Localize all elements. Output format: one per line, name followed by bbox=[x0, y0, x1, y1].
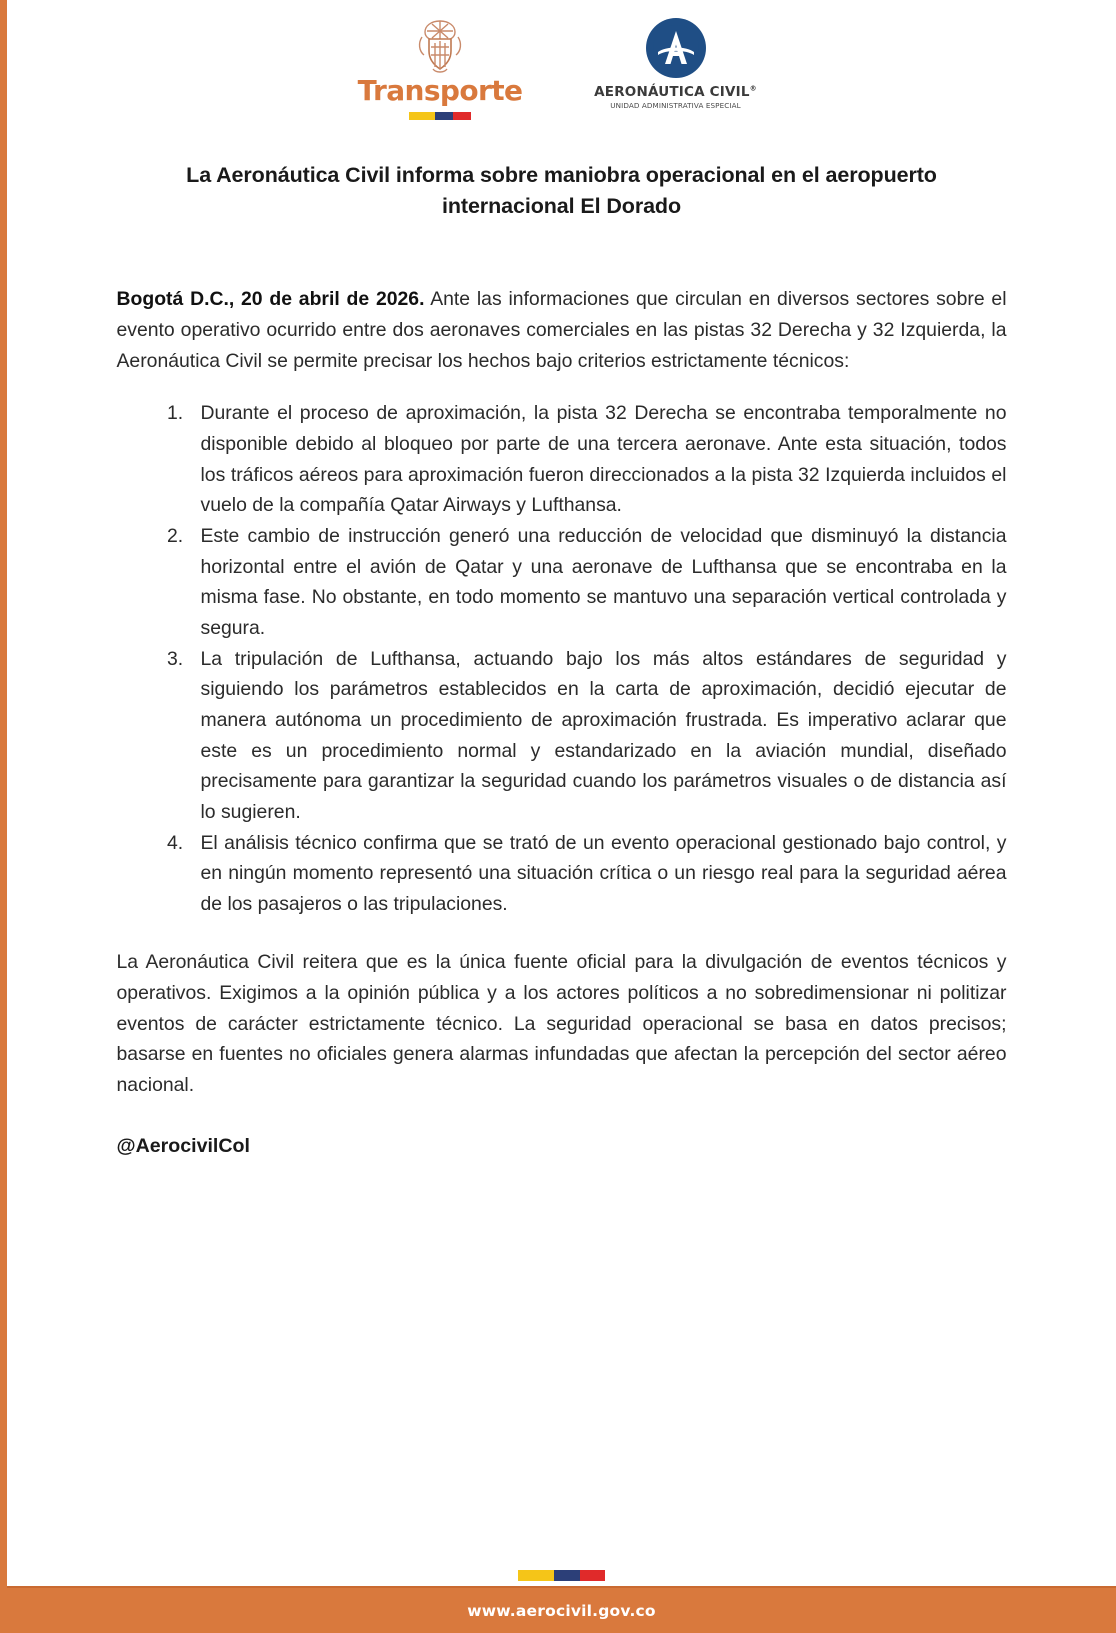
document-body bbox=[117, 284, 1007, 1161]
registered-mark-icon: ® bbox=[749, 84, 757, 93]
dateline: Bogotá D.C., 20 de abril de 2026. bbox=[116, 288, 425, 311]
closing-paragraph: La Aeronáutica Civil reitera que es la única fuente oficial para la divulgación de eventos técnicos y operativos. Exigimos a la opinión pública y a los actores políticos a no sobredimensionar ni politizar eventos de carácter estrictamente técnico. La seguridad operacional se basa en datos precisos; basarse en fuentes no oficiales genera alarmas infundadas que afectan la percepción del sector aéreo nacional. bbox=[116, 951, 1007, 1097]
logo-aerocivil-subtitle: UNIDAD ADMINISTRATIVA ESPECIAL bbox=[610, 101, 741, 110]
list-item: 1. Durante el proceso de aproximación, la pista 32 Derecha se encontraba temporalmente no disponible debido al bloqueo por parte de una tercera aeronave. Ante esta situación, todos los tráficos aéreos para aproximación fueron direccionados a la pista 32 Izquierda incluidos el vuelo de la compañía Qatar Airways y Lufthansa. bbox=[189, 398, 1007, 521]
page-left-accent-edge bbox=[0, 0, 7, 1633]
colombia-flag-bar-icon bbox=[409, 112, 471, 120]
social-handle[interactable]: @AerocivilCol bbox=[116, 1134, 250, 1157]
logo-transporte-wordmark: Transporte bbox=[357, 74, 523, 107]
colombia-flag-bar-icon bbox=[518, 1570, 606, 1581]
page-title: La Aeronáutica Civil informa sobre maniobra operacional en el aeropuerto internacional El Dorado bbox=[186, 163, 937, 219]
logo-aerocivil-name bbox=[594, 84, 757, 100]
logo-ministerio-transporte bbox=[355, 16, 525, 120]
list-item: 2. Este cambio de instrucción generó una reducción de velocidad que disminuyó la distancia horizontal entre el avión de Qatar y una aeronave de Lufthansa que se encontraba en la misma fase. No obstante, en todo momento se mantuvo una separación vertical controlada y segura. bbox=[189, 521, 1007, 644]
logo-aerocivil-name-text: AERONÁUTICA CIVIL bbox=[594, 84, 750, 100]
colombia-coat-of-arms-icon bbox=[413, 16, 467, 76]
aerocivil-a-monogram-icon bbox=[646, 18, 706, 78]
footer-website-url[interactable]: www.aerocivil.gov.co bbox=[467, 1601, 656, 1620]
footer-flag-wrap bbox=[7, 1570, 1116, 1581]
document-page bbox=[7, 0, 1116, 1633]
logo-aeronautica-civil bbox=[583, 16, 768, 110]
document-header bbox=[7, 0, 1116, 122]
list-item: 4. El análisis técnico confirma que se trató de un evento operacional gestionado bajo control, y en ningún momento representó una situación crítica o un riesgo real para la seguridad aérea de los pasajeros o las tripulaciones. bbox=[189, 828, 1007, 920]
facts-list bbox=[117, 398, 1007, 919]
footer-bar bbox=[7, 1588, 1116, 1633]
intro-text: Ante las informaciones que circulan en diversos sectores sobre el evento operativo ocurrido entre dos aeronaves comerciales en las pistas 32 Derecha y 32 Izquierda, la Aeronáutica Civil se permite precisar los hechos bajo criterios estrictamente técnicos: bbox=[116, 288, 1007, 372]
intro-paragraph bbox=[117, 284, 1007, 376]
list-item: 3. La tripulación de Lufthansa, actuando bajo los más altos estándares de seguridad y siguiendo los parámetros establecidos en la carta de aproximación, decidió ejecutar de manera autónoma un procedimiento de aproximación frustrada. Es imperativo aclarar que este es un procedimiento normal y estandarizado en la aviación mundial, diseñado precisamente para garantizar la seguridad cuando los parámetros visuales o de distancia así lo sugieren. bbox=[189, 644, 1007, 828]
